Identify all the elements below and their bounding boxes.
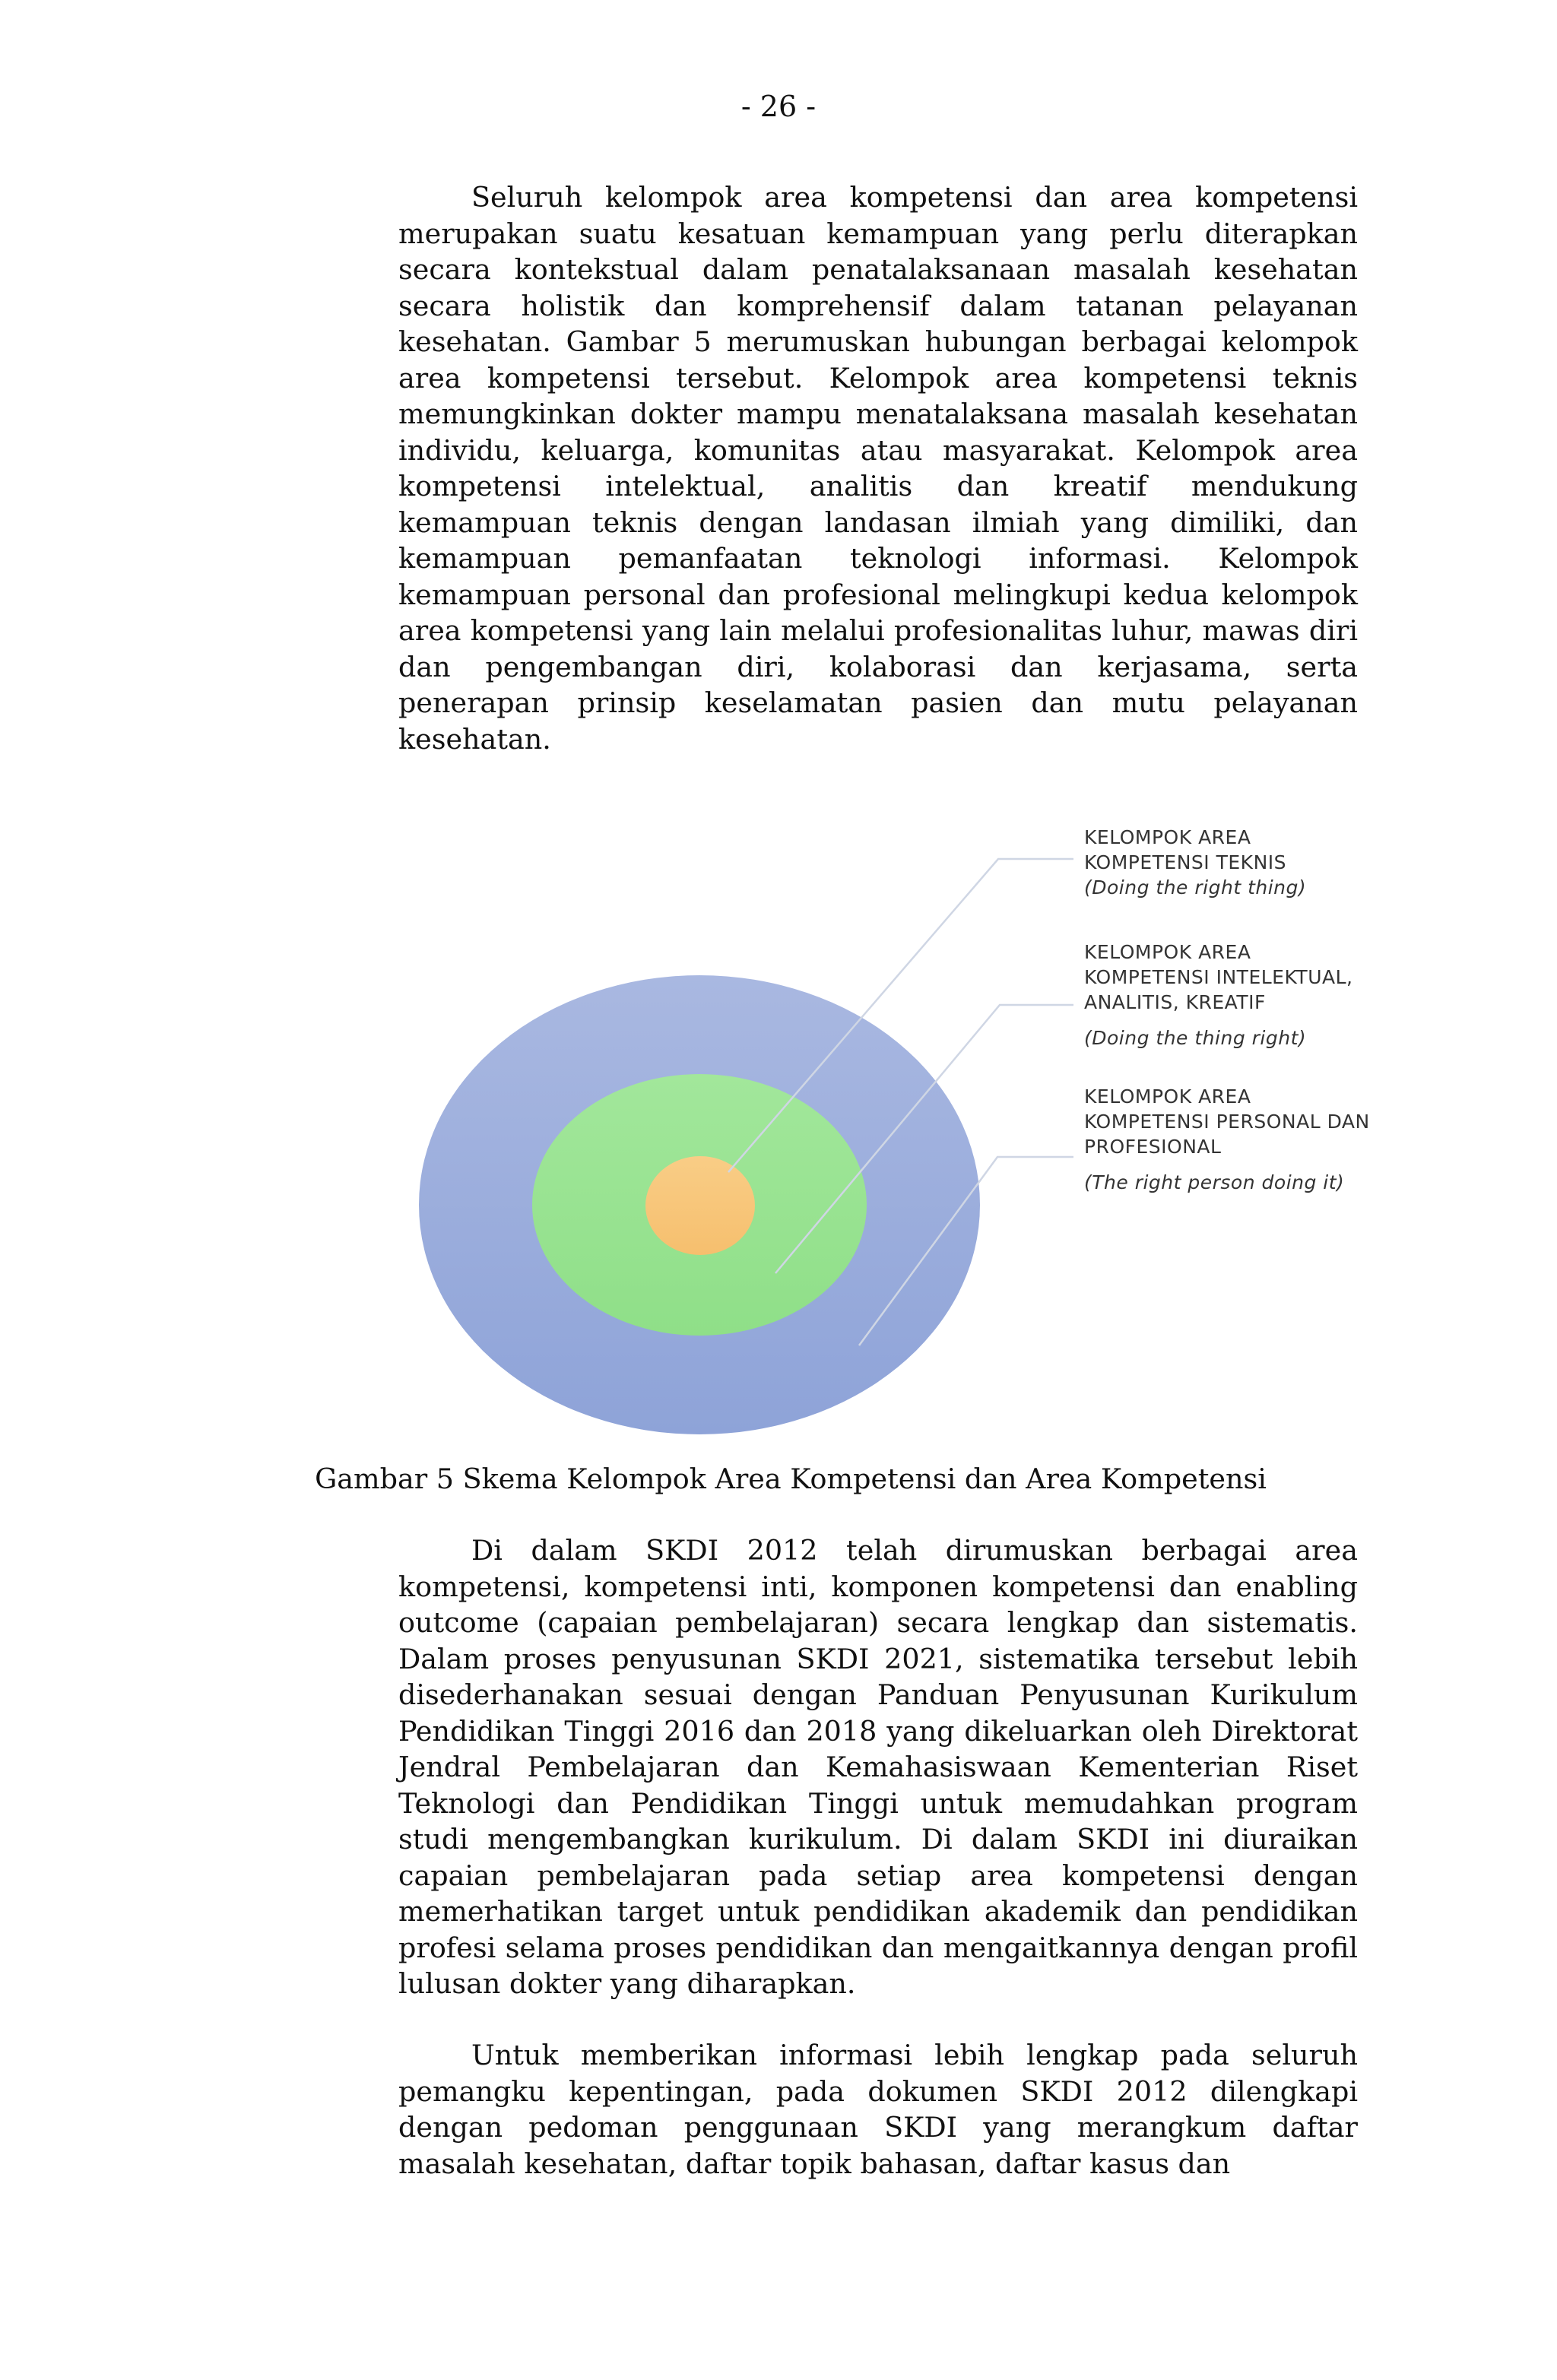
label-kompetensi-personal: [1084, 1084, 1373, 1195]
label-kompetensi-intelektual: [1084, 940, 1373, 1051]
label-teknis-subtitle: (Doing the right thing): [1084, 876, 1307, 898]
figure-caption: Gambar 5 Skema Kelompok Area Kompetensi dan Area Kompetensi: [315, 1463, 1267, 1495]
label-intelektual-subtitle: (Doing the thing right): [1084, 1027, 1307, 1049]
body-paragraph-2: Di dalam SKDI 2012 telah dirumuskan berbagai area kompetensi, kompetensi inti, komponen kompetensi dan enabling outcome (capaian pembelajaran) secara lengkap dan sistematis. Dalam proses penyusunan SKDI 2021, sistematika tersebut lebih disederhanakan sesuai dengan Panduan Penyusunan Kurikulum Pendidikan Tinggi 2016 dan 2018 yang dikeluarkan oleh Direktorat Jendral Pembelajaran dan Kemahasiswaan Kementerian Riset Teknologi dan Pendidikan Tinggi untuk memudahkan program studi mengembangkan kurikulum. Di dalam SKDI ini diuraikan capaian pembelajaran pada setiap area kompetensi dengan memerhatikan target untuk pendidikan akademik dan pendidikan profesi selama proses pendidikan dan mengaitkannya dengan profil lulusan dokter yang diharapkan.: [398, 1534, 1358, 2000]
label-teknis-title: KELOMPOK AREA KOMPETENSI TEKNIS: [1084, 826, 1287, 873]
inner-circle-teknis: [645, 1156, 755, 1255]
label-personal-title: KELOMPOK AREA KOMPETENSI PERSONAL DAN PROFESIONAL: [1084, 1085, 1370, 1158]
body-paragraph-1: Seluruh kelompok area kompetensi dan area kompetensi merupakan suatu kesatuan kemampuan yang perlu diterapkan secara kontekstual dalam penatalaksanaan masalah kesehatan secara holistik dan komprehensif dalam tatanan pelayanan kesehatan. Gambar 5 merumuskan hubungan berbagai kelompok area kompetensi tersebut. Kelompok area kompetensi teknis memungkinkan dokter mampu menatalaksana masalah kesehatan individu, keluarga, komunitas atau masyarakat. Kelompok area kompetensi intelektual, analitis dan kreatif mendukung kemampuan teknis dengan landasan ilmiah yang dimiliki, dan kemampuan pemanfaatan teknologi informasi. Kelompok kemampuan personal dan profesional melingkupi kedua kelompok area kompetensi yang lain melalui profesionalitas luhur, mawas diri dan pengembangan diri, kolaborasi dan kerjasama, serta penerapan prinsip keselamatan pasien dan mutu pelayanan kesehatan.: [398, 181, 1358, 756]
page-number: - 26 -: [740, 90, 817, 123]
competency-scheme-figure: [411, 813, 1368, 1467]
label-intelektual-title: KELOMPOK AREA KOMPETENSI INTELEKTUAL, ANALITIS, KREATIF: [1084, 941, 1353, 1013]
label-kompetensi-teknis: [1084, 825, 1373, 900]
body-paragraph-3: Untuk memberikan informasi lebih lengkap pada seluruh pemangku kepentingan, pada dokumen SKDI 2012 dilengkapi dengan pedoman penggunaan SKDI yang merangkum daftar masalah kesehatan, daftar topik bahasan, daftar kasus dan: [398, 2039, 1358, 2180]
label-personal-subtitle: (The right person doing it): [1084, 1171, 1345, 1193]
